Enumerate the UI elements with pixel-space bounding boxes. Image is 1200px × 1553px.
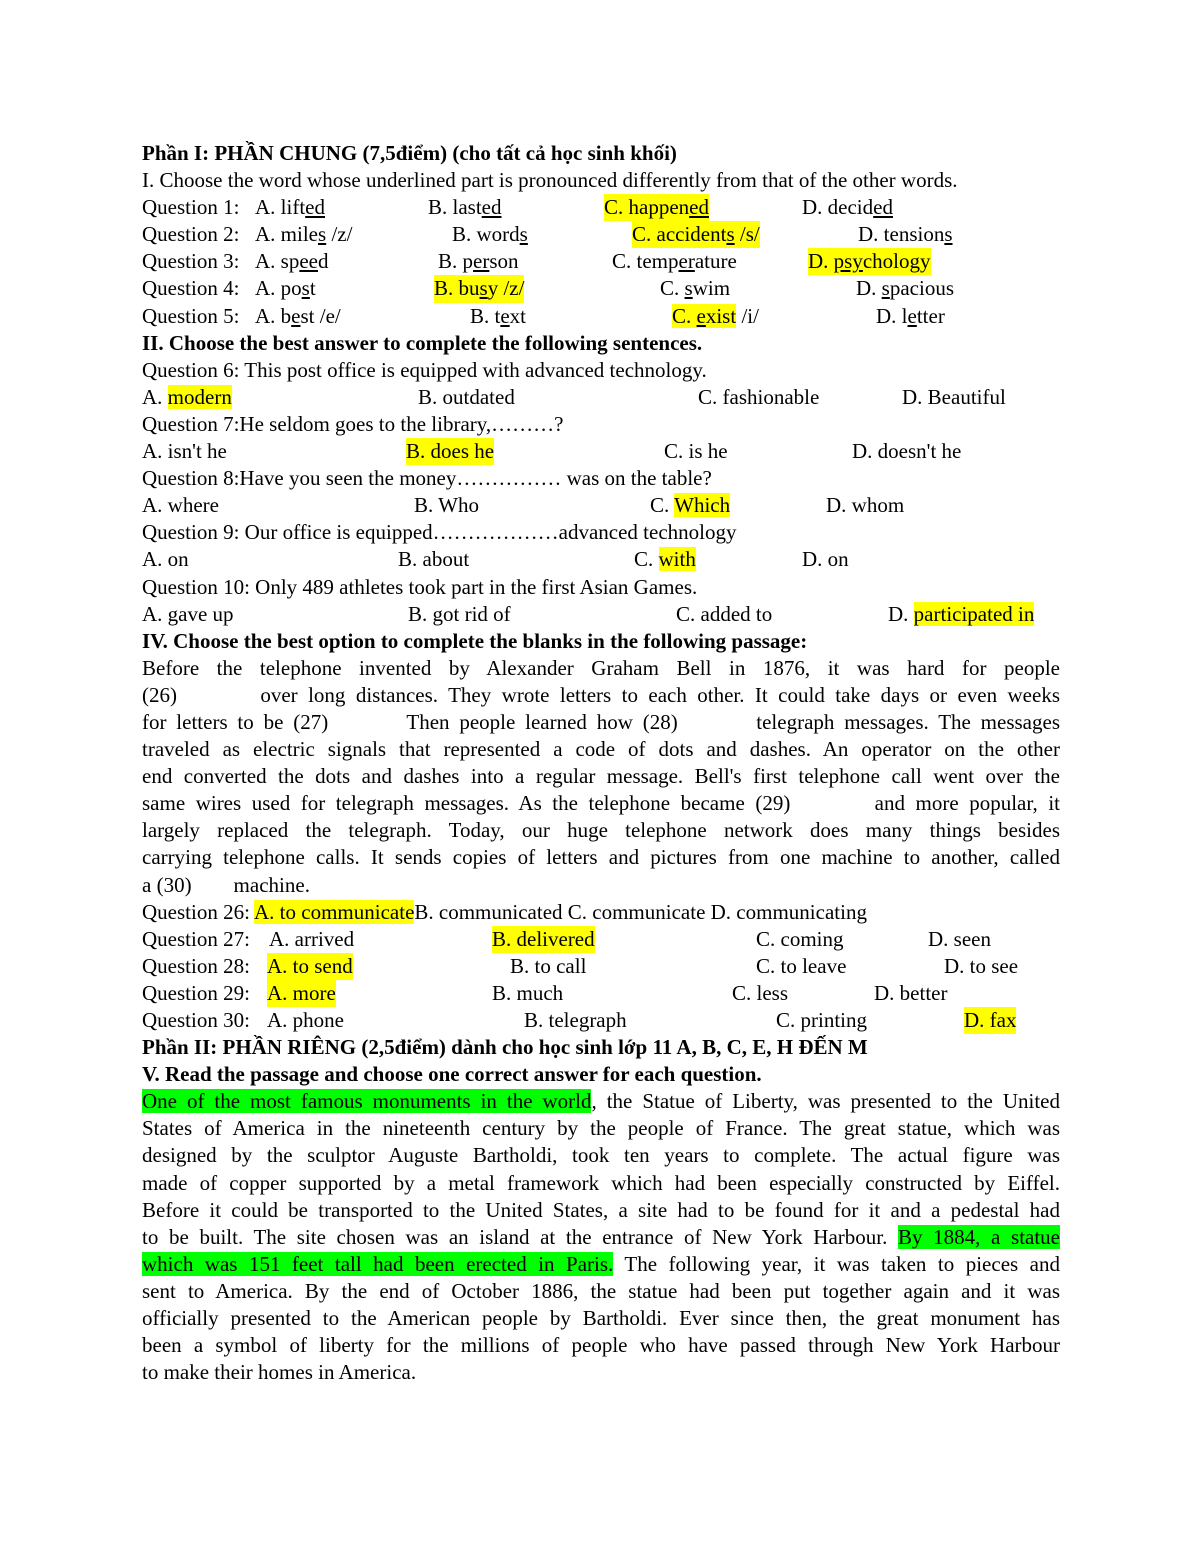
passage-line: traveled as electric signals that represented a code of dots and dashes. An operator on the other [142,737,1060,762]
option-d: D. seen [928,926,991,951]
option-a-answer: A. to communicate [254,899,415,924]
option-b: B. much [492,980,564,1005]
document-page [142,140,1060,1386]
option-a: A. speed [255,249,329,274]
passage-line: carrying telephone calls. It sends copies of letters and pictures from one machine to another, called [142,845,1060,870]
passage-line: been a symbol of liberty for the millions of people who have passed through New York Harbour [142,1333,1060,1358]
question-row [142,980,1060,1007]
option-b: B. telegraph [524,1008,627,1032]
question-10-text: Question 10: Only 489 athletes took part in the first Asian Games. [142,574,698,599]
option-d: D. decided [802,195,893,220]
question-row [142,601,1060,628]
option-b: B. outdated [418,384,515,409]
question-label: Question 5: [142,303,240,328]
option-c-answer: C. with [634,547,696,572]
option-a-answer: A. more [267,980,336,1007]
option-c-answer: C. happened [604,194,709,221]
question-label: Question 26: [142,899,255,924]
option-d: D. on [802,547,849,572]
question-6-text: Question 6: This post office is equipped with advanced technology. [142,357,707,382]
option-a: A. post [255,276,316,301]
passage-statue-of-liberty [142,1088,1060,1386]
option-a-answer: A. to send [267,953,353,980]
option-c-answer: C. Which [650,493,731,518]
passage-line: One of the most famous monuments in the world, the Statue of Liberty, was presented to the United [142,1089,1060,1114]
section5-title: V. Read the passage and choose one correct answer for each question. [142,1062,762,1087]
option-d-answer: D. participated in [888,601,1035,626]
option-d: D. whom [826,493,905,518]
option-a: A. isn't he [142,439,227,464]
options-rest: B. communicated C. communicate D. communicating [414,899,867,924]
question-label: Question 27: [142,926,250,951]
option-a: A. miles /z/ [255,222,353,247]
part1-heading: Phần I: PHẦN CHUNG (7,5điểm) (cho tất cả học sinh khối) [142,141,677,165]
passage-line: largely replaced the telegraph. Today, our huge telephone network does many things besides [142,818,1060,843]
passage-line: made of copper supported by a metal framework which had been especially constructed by Eiffel. [142,1170,1060,1195]
passage-telephone [142,655,1060,899]
option-a: A. phone [267,1008,344,1032]
option-b: B. text [470,303,527,328]
question-row [142,248,1060,275]
option-c: C. fashionable [698,384,820,409]
option-b-answer: B. does he [406,438,494,465]
option-c: C. temperature [612,249,737,274]
question-row [142,194,1060,221]
section1-title: I. Choose the word whose underlined part is pronounced differently from that of the other words. [142,168,958,193]
passage-line: end converted the dots and dashes into a regular message. Bell's first telephone call went over the [142,764,1060,789]
option-a: A. lifted [255,195,325,220]
option-b: B. got rid of [408,601,511,626]
part2-heading: Phần II: PHẦN RIÊNG (2,5điểm) dành cho học sinh lớp 11 A, B, C, E, H ĐẾN M [142,1035,868,1060]
question-7-text: Question 7:He seldom goes to the library,………? [142,411,564,436]
question-label: Question 4: [142,276,240,301]
option-b: B. to call [510,953,587,978]
option-d: D. Beautiful [902,384,1006,409]
option-a: A. on [142,547,189,572]
option-d: D. better [874,980,948,1005]
question-row [142,438,1060,465]
question-row [142,492,1060,519]
option-d: D. letter [876,303,945,328]
option-b-answer: B. busy /z/ [434,275,524,302]
passage-line: to make their homes in America. [142,1360,417,1385]
passage-line: designed by the sculptor Auguste Bartholdi, took ten years to complete. The actual figure was [142,1143,1060,1168]
option-b: B. words [452,222,528,247]
question-label: Question 28: [142,953,250,978]
question-8-text: Question 8:Have you seen the money…………… was on the table? [142,466,712,491]
option-a: A. arrived [269,926,355,951]
option-c: C. swim [660,276,731,301]
option-c: C. to leave [756,953,847,978]
passage-line: which was 151 feet tall had been erected in Paris. The following year, it was taken to pieces and [142,1251,1060,1276]
passage-line: sent to America. By the end of October 1886, the statue had been put together again and it was [142,1278,1060,1303]
option-b: B. Who [414,493,479,518]
highlighted-phrase: By 1884, a statue [898,1224,1061,1249]
option-d: D. to see [944,953,1019,978]
question-label: Question 1: [142,195,240,220]
option-a: A. where [142,493,219,518]
passage-line: (26) over long distances. They wrote letters to each other. It could take days or even weeks [142,682,1060,707]
highlighted-phrase: One of the most famous monuments in the world [142,1089,592,1114]
option-d: D. spacious [856,276,955,301]
question-label: Question 2: [142,222,240,247]
option-a: A. best /e/ [255,303,341,328]
option-c-answer: C. exist /i/ [672,303,759,328]
option-d: D. doesn't he [852,439,962,464]
passage-line: a (30) machine. [142,872,310,897]
question-row [142,384,1060,411]
passage-line: Before the telephone invented by Alexander Graham Bell in 1876, it was hard for people [142,655,1060,680]
question-row [142,275,1060,302]
highlighted-phrase: which was 151 feet tall had been erected in Paris. [142,1251,614,1276]
passage-line: Before it could be transported to the United States, a site had to be found for it and a pedestal had [142,1197,1060,1222]
passage-line: for letters to be (27) Then people learned how (28) telegraph messages. The messages [142,709,1060,734]
passage-line: same wires used for telegraph messages. As the telephone became (29) and more popular, it [142,791,1060,816]
option-d-answer: D. fax [964,1007,1016,1034]
question-row [142,926,1060,953]
question-row [142,303,1060,330]
option-d: D. tensions [858,222,953,247]
passage-line: officially presented to the American people by Bartholdi. Ever since then, the great monument has [142,1306,1060,1331]
option-b: B. person [438,249,519,274]
question-label: Question 30: [142,1008,250,1032]
section2-title: II. Choose the best answer to complete the following sentences. [142,330,703,355]
option-c: C. added to [676,601,773,626]
section4-title: IV. Choose the best option to complete the blanks in the following passage: [142,628,808,653]
passage-line: to be built. The site chosen was an island at the entrance of New York Harbour. By 1884, a statue [142,1224,1061,1249]
question-9-text: Question 9: Our office is equipped………………advanced technology [142,520,737,545]
option-b-answer: B. delivered [492,926,595,953]
option-b: B. about [398,547,470,572]
option-d-answer: D. psychology [808,248,931,275]
option-c: C. printing [776,1008,868,1032]
option-c: C. coming [756,926,844,951]
question-row [142,1007,1060,1034]
option-c: C. is he [664,439,728,464]
question-row [142,899,1060,926]
question-row [142,546,1060,573]
question-row [142,953,1060,980]
passage-line: States of America in the nineteenth century by the people of France. The great statue, which was [142,1116,1060,1141]
option-a: A. gave up [142,601,234,626]
question-row [142,221,1060,248]
question-label: Question 3: [142,249,240,274]
option-c: C. less [732,980,789,1005]
question-label: Question 29: [142,980,250,1005]
option-c-answer: C. accidents /s/ [632,221,760,248]
option-b: B. lasted [428,195,502,220]
option-a-answer: A. modern [142,384,232,409]
